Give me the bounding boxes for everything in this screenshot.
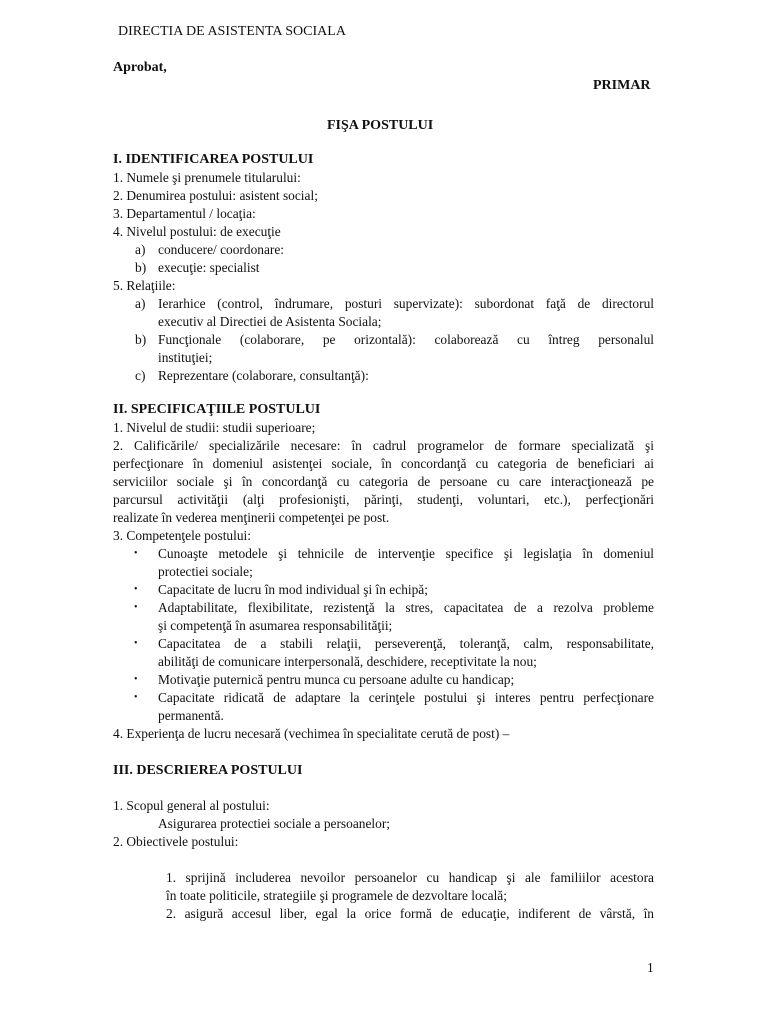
- objective-1-line-2: în toate politicile, strategiile şi programele de dezvoltare locală;: [166, 888, 507, 903]
- s1-line-4a: conducere/ coordonare:: [158, 242, 285, 257]
- relation-ierarhice-line-2: executiv al Directiei de Asistenta Sociala;: [158, 314, 382, 329]
- bullet-icon: •: [134, 674, 138, 685]
- section-1-heading: I. IDENTIFICAREA POSTULUI: [113, 152, 314, 167]
- s2-qualifications-line-1: 2. Calificările/ specializările necesare: în cadrul programelor de formare specializată şi: [113, 438, 654, 453]
- document-title: FIŞA POSTULUI: [327, 118, 434, 133]
- competence-1-line-1: Cunoaşte metodele şi tehnicile de intervenţie specifice şi legislaţia în domeniul: [158, 546, 654, 561]
- s2-qualifications-line-5: realizate în vederea menţinerii competenţei pe post.: [113, 510, 390, 525]
- list-marker: b): [135, 332, 147, 347]
- list-marker: c): [135, 368, 146, 383]
- competence-1-line-2: protectiei sociale;: [158, 564, 253, 579]
- s1-line-1: 1. Numele şi prenumele titularului:: [113, 170, 301, 185]
- s1-line-5: 5. Relaţiile:: [113, 278, 176, 293]
- competence-6-line-1: Capacitate ridicată de adaptare la cerinţele postului şi interes pentru perfecţionare: [158, 690, 654, 705]
- relation-ierarhice-line-1: Ierarhice (control, îndrumare, posturi supervizate): subordonat faţă de directorul: [158, 296, 654, 311]
- s1-line-3: 3. Departamentul / locaţia:: [113, 206, 256, 221]
- organization-name: DIRECTIA DE ASISTENTA SOCIALA: [118, 24, 346, 39]
- competence-2: Capacitate de lucru în mod individual şi în echipă;: [158, 582, 428, 597]
- bullet-icon: •: [134, 692, 138, 703]
- bullet-icon: •: [134, 638, 138, 649]
- s1-line-4b: execuţie: specialist: [158, 260, 260, 275]
- s3-line-1: 1. Scopul general al postului:: [113, 798, 270, 813]
- competence-6-line-2: permanentă.: [158, 708, 224, 723]
- competence-3-line-2: şi competenţă în asumarea responsabilităţii;: [158, 618, 393, 633]
- s3-purpose-text: Asigurarea protectiei sociale a persoanelor;: [158, 816, 390, 831]
- s2-qualifications-line-4: parcursul activităţii (alţi profesionişti, părinţi, studenţi, voluntari, etc.), perfecţionări: [113, 492, 654, 507]
- page-number: 1: [647, 960, 654, 975]
- section-2-heading: II. SPECIFICAŢIILE POSTULUI: [113, 402, 321, 417]
- relation-functionale-line-1: Funcţionale (colaborare, pe orizontală): colaborează cu întreg personalul: [158, 332, 654, 347]
- s1-line-4: 4. Nivelul postului: de execuţie: [113, 224, 281, 239]
- signer-title: PRIMAR: [593, 78, 651, 93]
- competence-4-line-1: Capacitatea de a stabili relaţii, perseverenţă, toleranţă, calm, responsabilitate,: [158, 636, 654, 651]
- bullet-icon: •: [134, 584, 138, 595]
- bullet-icon: •: [134, 548, 138, 559]
- s2-qualifications-line-3: serviciilor sociale şi în concordanţă cu categoria de persoane cu care interacţionează pe: [113, 474, 654, 489]
- relation-functionale-line-2: instituţiei;: [158, 350, 213, 365]
- s2-line-1: 1. Nivelul de studii: studii superioare;: [113, 420, 316, 435]
- s3-line-2: 2. Obiectivele postului:: [113, 834, 239, 849]
- list-marker: b): [135, 260, 147, 275]
- list-marker: a): [135, 296, 146, 311]
- objective-2-line-1: 2. asigură accesul liber, egal la orice formă de educaţie, indiferent de vârstă, în: [166, 906, 654, 921]
- objective-1-line-1: 1. sprijină includerea nevoilor persoanelor cu handicap şi ale familiilor acestora: [166, 870, 654, 885]
- competence-4-line-2: abilităţi de comunicare interpersonală, deschidere, receptivitate la nou;: [158, 654, 537, 669]
- approval-label: Aprobat,: [113, 60, 167, 75]
- competence-3-line-1: Adaptabilitate, flexibilitate, rezistenţă la stres, capacitatea de a rezolva probleme: [158, 600, 654, 615]
- s2-line-4: 4. Experienţa de lucru necesară (vechimea în specialitate cerută de post) –: [113, 726, 510, 741]
- s2-qualifications-line-2: perfecţionare în domeniul asistenţei sociale, în concordanţă cu categoria de beneficiari ai: [113, 456, 654, 471]
- section-3-heading: III. DESCRIEREA POSTULUI: [113, 763, 303, 778]
- list-marker: a): [135, 242, 146, 257]
- bullet-icon: •: [134, 602, 138, 613]
- s1-line-2: 2. Denumirea postului: asistent social;: [113, 188, 318, 203]
- relation-reprezentare: Reprezentare (colaborare, consultanţă):: [158, 368, 369, 383]
- s2-line-3: 3. Competenţele postului:: [113, 528, 251, 543]
- competence-5: Motivaţie puternică pentru munca cu persoane adulte cu handicap;: [158, 672, 515, 687]
